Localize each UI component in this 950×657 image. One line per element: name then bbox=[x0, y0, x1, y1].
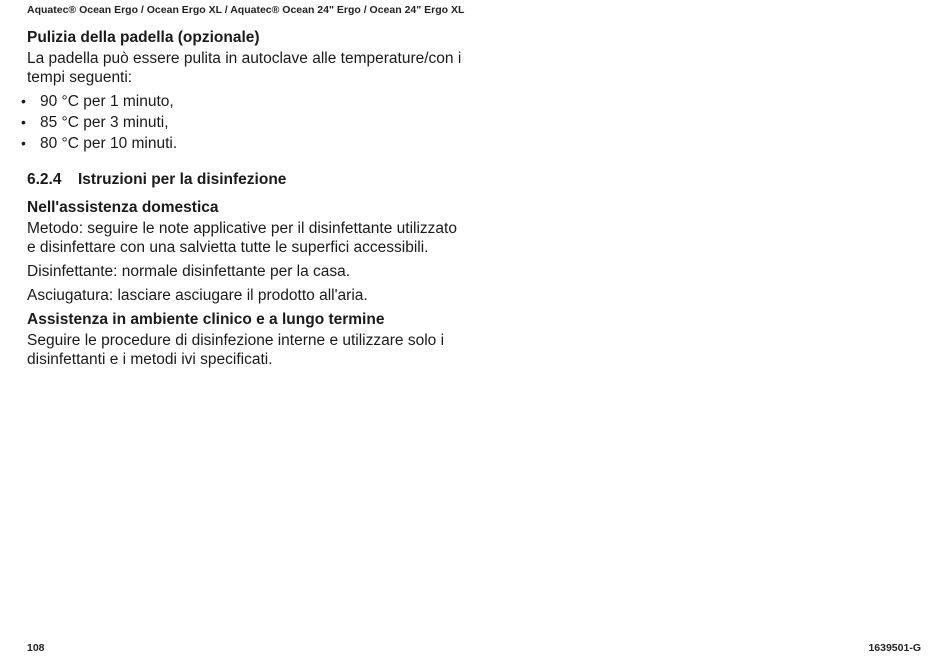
bullet-icon: • bbox=[21, 135, 26, 151]
autoclave-list bbox=[21, 91, 467, 154]
list-item: • 90 °C per 1 minuto, bbox=[21, 93, 174, 110]
running-header: Aquatec® Ocean Ergo / Ocean Ergo XL / Aquatec® Ocean 24" Ergo / Ocean 24" Ergo XL bbox=[27, 4, 465, 16]
page-number: 108 bbox=[27, 642, 45, 654]
list-item: • 85 °C per 3 minuti, bbox=[21, 114, 169, 131]
section-number: 6.2.4 bbox=[27, 171, 62, 188]
cleaning-heading: Pulizia della padella (opzionale) bbox=[27, 29, 260, 46]
clinical-care-heading: Assistenza in ambiente clinico e a lungo termine bbox=[27, 311, 385, 328]
home-care-disinfectant: Disinfettante: normale disinfettante per la casa. bbox=[27, 263, 351, 280]
list-item: • 80 °C per 10 minuti. bbox=[21, 135, 178, 152]
bullet-icon: • bbox=[21, 93, 26, 109]
section-heading-6-2-4 bbox=[27, 169, 467, 191]
bullet-icon: • bbox=[21, 114, 26, 130]
section-title: Istruzioni per la disinfezione bbox=[78, 171, 287, 188]
cleaning-intro: La padella può essere pulita in autoclave alle temperature/con i tempi seguenti: bbox=[27, 50, 462, 86]
document-code: 1639501-G bbox=[868, 642, 921, 654]
home-care-drying: Asciugatura: lasciare asciugare il prodotto all'aria. bbox=[27, 287, 368, 304]
home-care-method: Metodo: seguire le note applicative per il disinfettante utilizzato e disinfettare con una salvietta tutte le superfici accessibili. bbox=[27, 220, 457, 256]
page-content bbox=[21, 27, 467, 369]
clinical-care-text: Seguire le procedure di disinfezione interne e utilizzare solo i disinfettanti e i metodi ivi specificati. bbox=[27, 332, 445, 368]
home-care-heading: Nell'assistenza domestica bbox=[27, 199, 219, 216]
